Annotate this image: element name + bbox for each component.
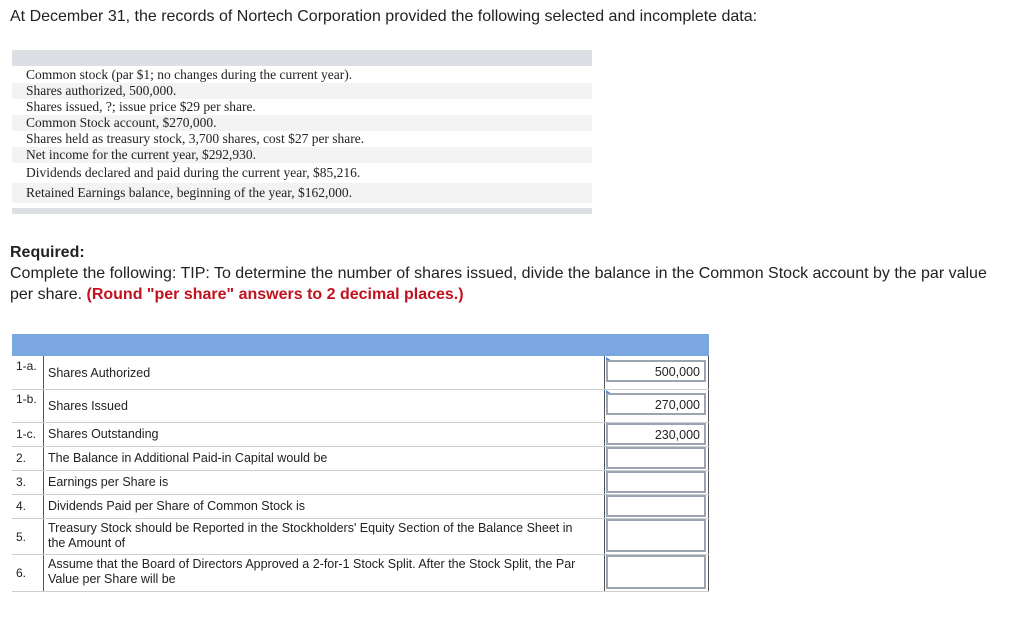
row-label: Shares Issued [48,399,128,413]
data-line: Common Stock account, $270,000. [12,115,592,131]
table-row [12,389,709,423]
required-title: Required: [10,244,85,261]
row-label: Treasury Stock should be Reported in the Stockholders' Equity Section of the Balance Sheet in the Amount of [48,521,573,550]
required-instruction: Complete the following: TIP: To determine the number of shares issued, divide the balance in the Common Stock account by the par value per share. [10,265,987,303]
row-number: 6. [16,566,27,580]
row-label: Shares Authorized [48,366,151,380]
answer-input[interactable] [606,471,706,493]
table-header-bar [12,334,709,356]
data-box-top-bar [12,50,592,66]
row-label: Earnings per Share is [48,475,169,489]
rounding-note: (Round "per share" answers to 2 decimal places.) [86,286,464,303]
row-number: 1-b. [16,392,37,406]
answer-input[interactable] [606,555,706,589]
answer-input[interactable] [606,447,706,469]
row-label: Dividends Paid per Share of Common Stock is [48,499,306,513]
data-line: Retained Earnings balance, beginning of the year, $162,000. [12,183,592,203]
row-number: 1-c. [16,427,37,441]
data-line: Shares held as treasury stock, 3,700 shares, cost $27 per share. [26,131,365,146]
answer-input[interactable] [606,495,706,517]
data-box-bottom-bar [12,208,592,214]
answer-table [12,334,709,592]
row-number: 3. [16,475,27,489]
table-row [12,470,709,495]
data-line: Dividends declared and paid during the current year, $85,216. [26,165,361,180]
data-line: Shares issued, ?; issue price $29 per share. [26,99,256,114]
data-line: Shares authorized, 500,000. [12,83,592,99]
required-text [10,263,1010,305]
answer-input[interactable]: 270,000 [606,393,706,415]
answer-input[interactable]: 230,000 [606,423,706,445]
answer-input[interactable]: 500,000 [606,360,706,382]
intro-text: At December 31, the records of Nortech Corporation provided the following selected and incomplete data: [10,8,758,25]
data-line: Common stock (par $1; no changes during the current year). [26,67,353,82]
table-row [12,518,709,555]
table-row [12,494,709,519]
row-number: 5. [16,530,27,544]
row-label: Shares Outstanding [48,427,159,441]
row-number: 2. [16,451,27,465]
row-number: 1-a. [16,359,37,373]
table-row [12,422,709,447]
row-label: The Balance in Additional Paid-in Capital would be [48,451,328,465]
table-row [12,356,709,390]
row-label: Assume that the Board of Directors Approved a 2-for-1 Stock Split. After the Stock Split, the Par Value per Share will be [48,557,576,586]
table-row [12,446,709,471]
data-line: Net income for the current year, $292,930. [12,147,592,163]
table-row [12,554,709,592]
row-number: 4. [16,499,27,513]
answer-input[interactable] [606,519,706,552]
given-data-box [12,50,592,214]
